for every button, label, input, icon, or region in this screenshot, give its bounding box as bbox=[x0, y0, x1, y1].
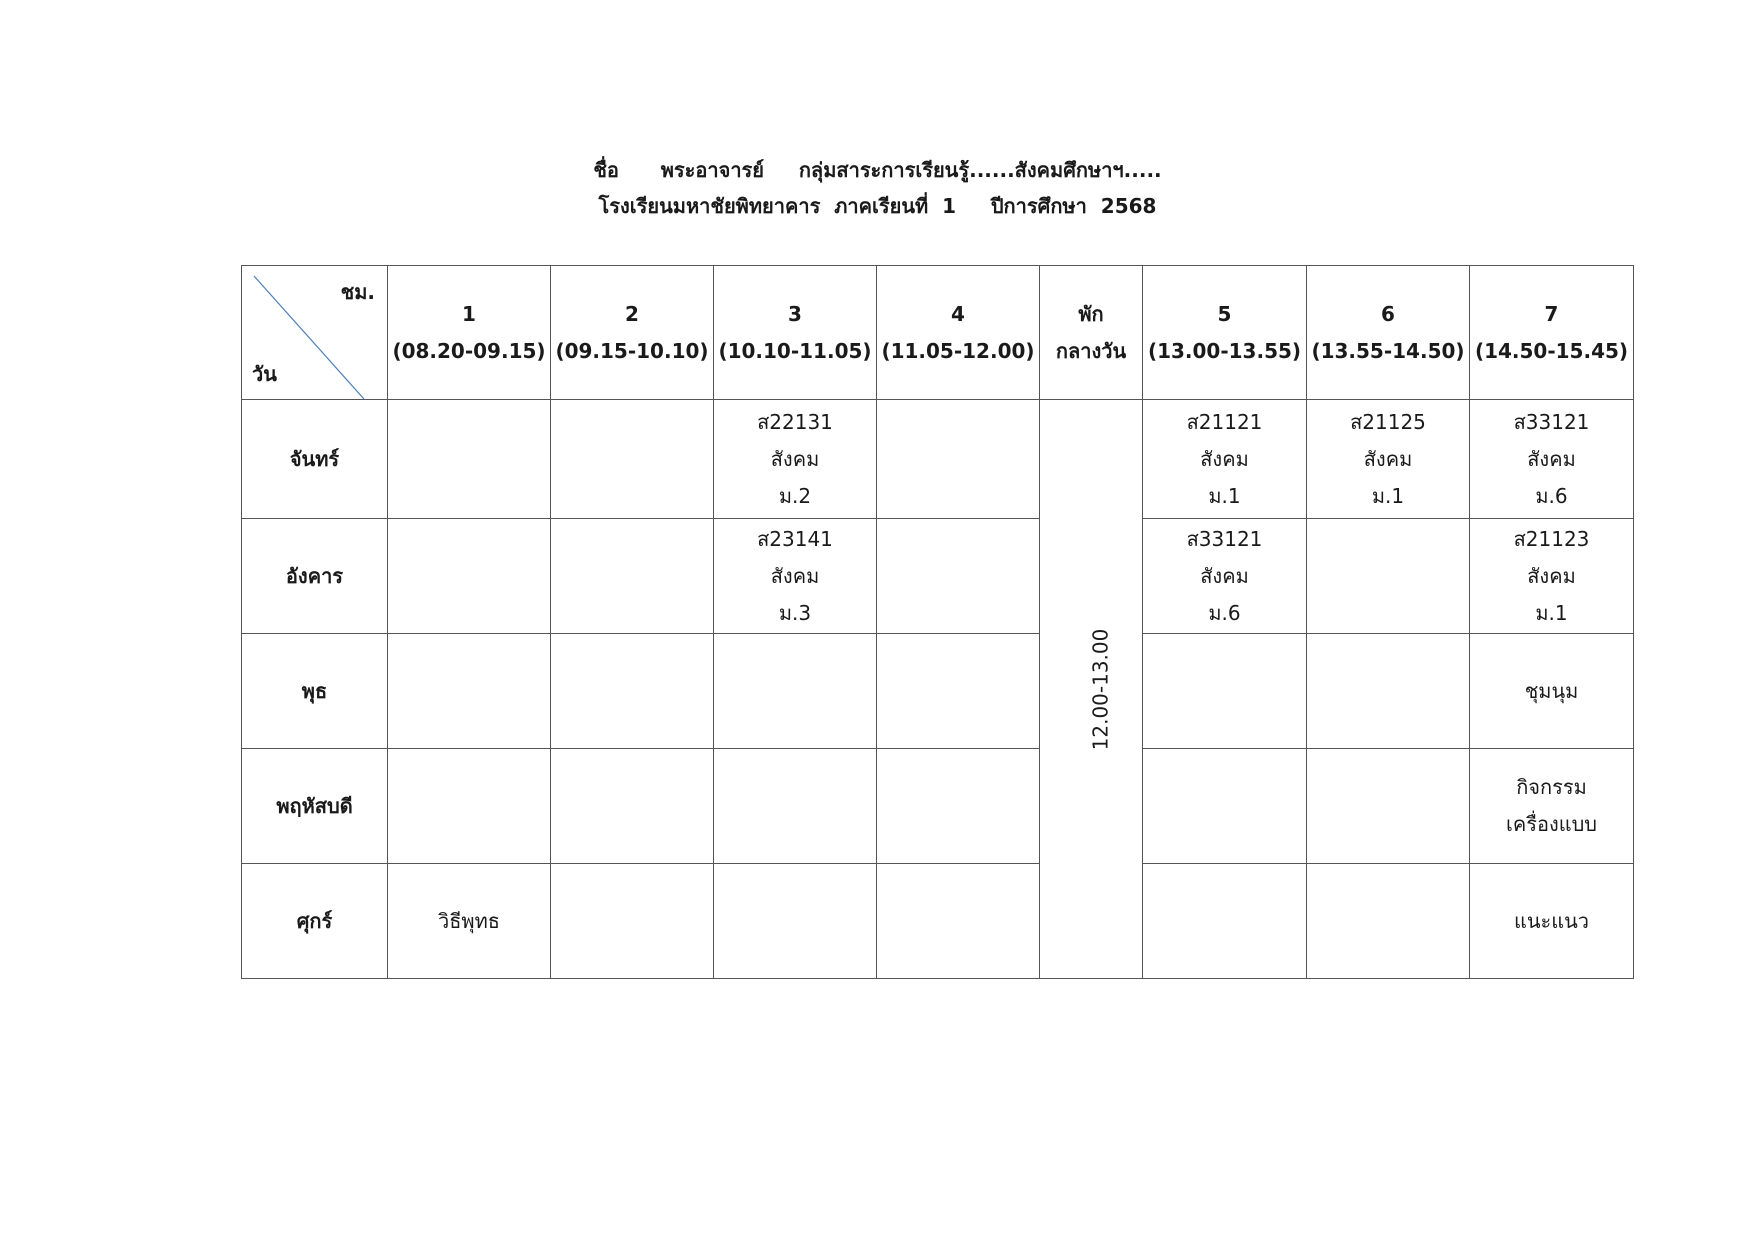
day-row-friday bbox=[242, 864, 1634, 979]
schedule-cell-empty bbox=[877, 864, 1040, 979]
activity-name: กิจกรรม bbox=[1516, 775, 1587, 799]
period-number: 1 bbox=[462, 301, 476, 326]
schedule-cell bbox=[1470, 749, 1634, 864]
day-label: วัน bbox=[252, 362, 277, 386]
schedule-cell bbox=[1143, 400, 1307, 519]
day-row-thursday bbox=[242, 749, 1634, 864]
grade-level: ม.6 bbox=[1535, 483, 1568, 508]
corner-cell bbox=[242, 266, 388, 400]
subject-name: สังคม bbox=[770, 563, 820, 588]
schedule-cell bbox=[1470, 519, 1634, 634]
subject-name: สังคม bbox=[1200, 563, 1249, 588]
subject-name: สังคม bbox=[1527, 563, 1576, 588]
schedule-cell-empty bbox=[551, 519, 714, 634]
course-code: ส33121 bbox=[1513, 409, 1590, 434]
course-code: ส23141 bbox=[757, 526, 833, 551]
period-time: (13.55-14.50) bbox=[1311, 338, 1465, 363]
day-row-monday bbox=[242, 400, 1634, 519]
day-name: อังคาร bbox=[242, 519, 388, 634]
schedule-cell-empty bbox=[551, 400, 714, 519]
period-time: (09.15-10.10) bbox=[555, 338, 709, 363]
day-name: พฤหัสบดี bbox=[242, 749, 388, 864]
period-number: 3 bbox=[788, 301, 802, 326]
school-term-line: โรงเรียนมหาชัยพิทยาคาร ภาคเรียนที่ 1 ปีการศึกษา 2568 bbox=[598, 194, 1157, 218]
period-header-5 bbox=[1143, 266, 1307, 400]
schedule-cell bbox=[714, 400, 877, 519]
lunch-header bbox=[1040, 266, 1143, 400]
lunch-sublabel: กลางวัน bbox=[1055, 338, 1127, 363]
schedule-cell-empty bbox=[551, 634, 714, 749]
teacher-line: ชื่อ พระอาจารย์ กลุ่มสาระการเรียนรู้......สังคมศึกษาฯ..... bbox=[593, 158, 1162, 182]
period-time: (14.50-15.45) bbox=[1474, 338, 1629, 363]
schedule-cell bbox=[1143, 519, 1307, 634]
schedule-cell bbox=[1307, 400, 1470, 519]
lunch-label: พัก bbox=[1078, 301, 1104, 326]
schedule-cell-empty bbox=[714, 749, 877, 864]
subject-name: สังคม bbox=[1527, 446, 1576, 471]
period-number: 6 bbox=[1381, 301, 1395, 326]
schedule-cell-empty bbox=[877, 634, 1040, 749]
activity-name: วิธีพุทธ bbox=[437, 908, 500, 933]
schedule-cell-empty bbox=[1143, 634, 1307, 749]
activity-detail: เครื่องแบบ bbox=[1505, 812, 1597, 836]
course-code: ส21121 bbox=[1186, 409, 1263, 434]
course-code: ส21125 bbox=[1350, 409, 1426, 434]
schedule-cell-empty bbox=[714, 864, 877, 979]
grade-level: ม.3 bbox=[778, 600, 812, 625]
schedule-cell-empty bbox=[877, 749, 1040, 864]
period-number: 5 bbox=[1217, 301, 1232, 326]
period-time: (11.05-12.00) bbox=[881, 338, 1035, 363]
grade-level: ม.1 bbox=[1371, 483, 1405, 508]
schedule-cell-empty bbox=[551, 864, 714, 979]
schedule-cell-empty bbox=[388, 519, 551, 634]
period-number: 4 bbox=[951, 301, 965, 326]
subject-name: สังคม bbox=[1200, 446, 1249, 471]
activity-name: แนะแนว bbox=[1513, 908, 1590, 933]
schedule-cell bbox=[1470, 400, 1634, 519]
schedule-cell-empty bbox=[877, 519, 1040, 634]
period-header-6 bbox=[1307, 266, 1470, 400]
day-name: ศุกร์ bbox=[242, 864, 388, 979]
timetable-title bbox=[0, 152, 1755, 224]
subject-name: สังคม bbox=[1363, 446, 1413, 471]
day-row-wednesday bbox=[242, 634, 1634, 749]
grade-level: ม.1 bbox=[1535, 600, 1568, 625]
course-code: ส33121 bbox=[1186, 526, 1263, 551]
schedule-cell bbox=[1470, 634, 1634, 749]
timetable bbox=[241, 265, 1634, 979]
period-header-4 bbox=[877, 266, 1040, 400]
lunch-time: 12.00-13.00 bbox=[1088, 628, 1113, 750]
schedule-cell-empty bbox=[1307, 864, 1470, 979]
schedule-cell-empty bbox=[551, 749, 714, 864]
schedule-cell bbox=[1470, 864, 1634, 979]
schedule-cell-empty bbox=[388, 749, 551, 864]
schedule-cell-empty bbox=[1143, 864, 1307, 979]
schedule-cell-empty bbox=[714, 634, 877, 749]
period-time: (08.20-09.15) bbox=[392, 338, 546, 363]
period-number: 7 bbox=[1544, 301, 1559, 326]
hours-label: ชม. bbox=[340, 280, 375, 304]
schedule-cell-empty bbox=[877, 400, 1040, 519]
activity-name: ชุมนุม bbox=[1524, 678, 1579, 703]
period-header-3 bbox=[714, 266, 877, 400]
grade-level: ม.1 bbox=[1208, 483, 1241, 508]
schedule-cell-empty bbox=[388, 634, 551, 749]
grade-level: ม.2 bbox=[778, 483, 812, 508]
schedule-cell-empty bbox=[1307, 634, 1470, 749]
day-row-tuesday bbox=[242, 519, 1634, 634]
grade-level: ม.6 bbox=[1208, 600, 1241, 625]
schedule-cell-empty bbox=[1307, 749, 1470, 864]
schedule-cell-empty bbox=[388, 400, 551, 519]
period-header-2 bbox=[551, 266, 714, 400]
schedule-cell bbox=[388, 864, 551, 979]
course-code: ส21123 bbox=[1513, 526, 1590, 551]
schedule-cell bbox=[714, 519, 877, 634]
period-time: (10.10-11.05) bbox=[718, 338, 872, 363]
course-code: ส22131 bbox=[757, 409, 833, 434]
period-number: 2 bbox=[625, 301, 639, 326]
header-row bbox=[242, 266, 1634, 400]
period-header-1 bbox=[388, 266, 551, 400]
schedule-cell-empty bbox=[1143, 749, 1307, 864]
day-name: จันทร์ bbox=[242, 400, 388, 519]
period-time: (13.00-13.55) bbox=[1147, 338, 1302, 363]
subject-name: สังคม bbox=[770, 446, 820, 471]
lunch-break-cell bbox=[1040, 400, 1143, 979]
period-header-7 bbox=[1470, 266, 1634, 400]
day-name: พุธ bbox=[242, 634, 388, 749]
schedule-cell-empty bbox=[1307, 519, 1470, 634]
